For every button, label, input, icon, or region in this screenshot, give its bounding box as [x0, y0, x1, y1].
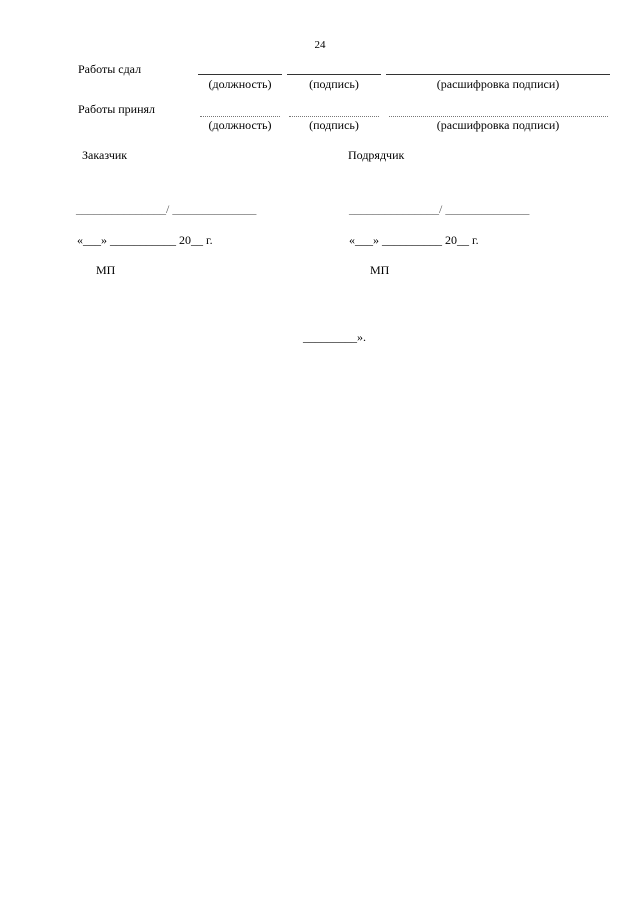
handover-decoding-caption: (расшифровка подписи) [436, 77, 560, 91]
acceptance-position-caption: (должность) [208, 118, 272, 132]
handover-decoding-line [386, 74, 610, 75]
customer-stamp: МП [96, 263, 116, 277]
handover-signature-caption: (подпись) [309, 77, 359, 91]
customer-label: Заказчик [82, 148, 128, 162]
handover-label: Работы сдал [78, 62, 142, 76]
acceptance-decoding-line [389, 116, 608, 117]
contractor-stamp: МП [370, 263, 390, 277]
closing-fragment [303, 330, 366, 344]
customer-date-line: «___» ___________ 20__ г. [77, 233, 213, 247]
acceptance-label: Работы принял [78, 102, 156, 116]
contractor-label: Подрядчик [348, 148, 405, 162]
handover-signature-line [287, 74, 381, 75]
handover-position-line [198, 74, 282, 75]
page-number: 24 [314, 39, 326, 51]
acceptance-position-line [200, 116, 280, 117]
closing-suffix: ». [357, 330, 366, 344]
acceptance-signature-line [289, 116, 379, 117]
acceptance-decoding-caption: (расшифровка подписи) [436, 118, 560, 132]
acceptance-signature-caption: (подпись) [309, 118, 359, 132]
customer-signature-line: _______________/ ______________ [76, 202, 257, 216]
contractor-date-line: «___» __________ 20__ г. [349, 233, 479, 247]
handover-position-caption: (должность) [208, 77, 272, 91]
closing-blank: _________ [303, 330, 357, 344]
contractor-signature-line: _______________/ ______________ [349, 202, 530, 216]
